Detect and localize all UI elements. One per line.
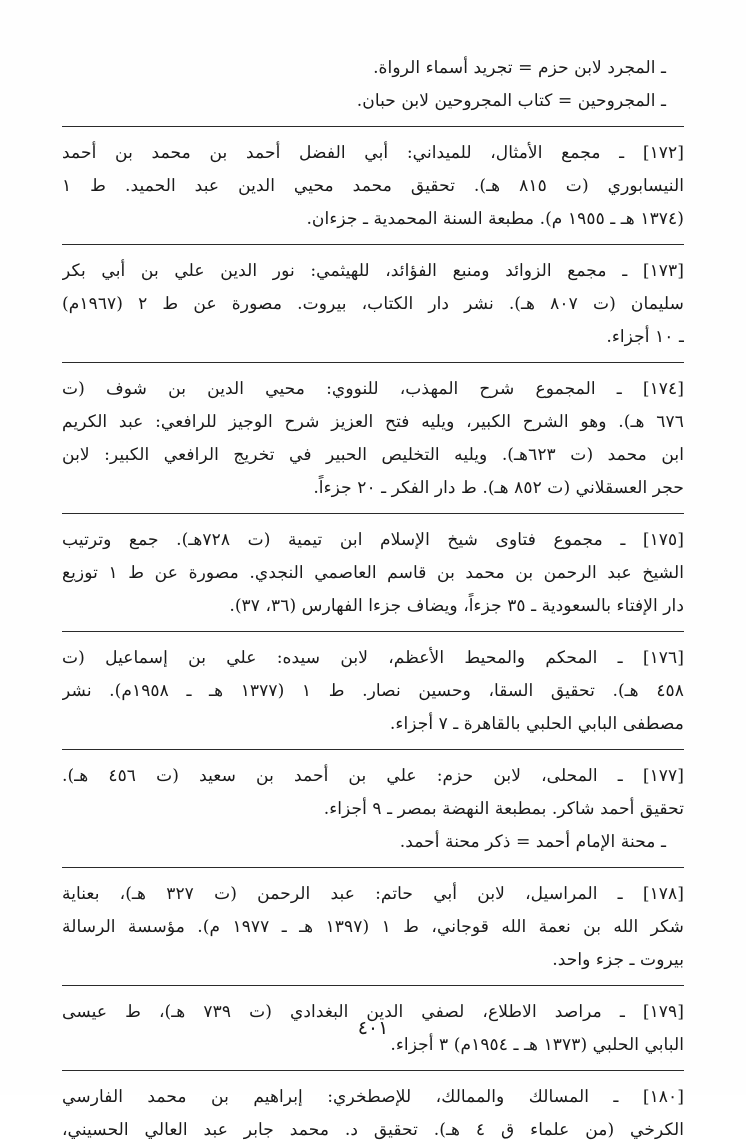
entry-line: [١٧٤] ـ المجموع شرح المهذب، للنووي: محيي الدين بن شوف (ت (62, 379, 684, 399)
entry-line: [١٧٦] ـ المحكم والمحيط الأعظم، لابن سيده: علي بن إسماعيل (ت (62, 648, 684, 668)
entry-line: الشيخ عبد الرحمن بن محمد بن قاسم العاصمي النجدي. مصورة عن ط ١ توزيع (62, 563, 684, 583)
bibliography-entry-174 (62, 373, 684, 505)
entry-line: [١٧٣] ـ مجمع الزوائد ومنبع الفؤائد، للهيثمي: نور الدين علي بن أبي بكر (62, 261, 684, 281)
entry-line: مصطفى البابي الحلبي بالقاهرة ـ ٧ أجزاء. (389, 714, 684, 734)
entry-line: ـ ١٠ أجزاء. (606, 327, 684, 347)
page-number: ٤٠١ (357, 1017, 389, 1039)
entry-divider (62, 631, 684, 632)
entry-line: [١٧٢] ـ مجمع الأمثال، للميداني: أبي الفضل أحمد بن محمد بن أحمد (62, 143, 684, 163)
entry-line: دار الإفتاء بالسعودية ـ ٣٥ جزءاً، ويضاف جزءا الفهارس (٣٦، ٣٧). (229, 596, 684, 616)
entry-divider (62, 126, 684, 127)
entry-line: ابن محمد (ت ٦٢٣هـ). ويليه التخليص الحبير في تخريج الرافعي الكبير: لابن (62, 445, 684, 465)
entry-line: تحقيق أحمد شاكر. بمطبعة النهضة بمصر ـ ٩ أجزاء. (323, 799, 684, 819)
entry-line: سليمان (ت ٨٠٧ هـ). نشر دار الكتاب، بيروت. مصورة عن ط ٢ (١٩٦٧م) (62, 294, 684, 314)
entry-divider (62, 985, 684, 986)
bibliography-entry-178 (62, 878, 684, 977)
cross-reference-line: ـ المجروحين = كتاب المجروحين لابن حبان. (356, 91, 666, 111)
entry-line: البابي الحلبي (١٣٧٣ هـ ـ ١٩٥٤م) ٣ أجزاء. (390, 1035, 684, 1055)
cross-reference-line: ـ محنة الإمام أحمد = ذكر محنة أحمد. (399, 832, 666, 852)
entry-divider (62, 244, 684, 245)
cross-reference-line: ـ المجرد لابن حزم = تجريد أسماء الرواة. (373, 58, 666, 78)
bibliography-entry-173 (62, 255, 684, 354)
bibliography-entry-175 (62, 524, 684, 623)
entry-line: [١٧٧] ـ المحلى، لابن حزم: علي بن أحمد بن سعيد (ت ٤٥٦ هـ). (62, 766, 684, 786)
page-body (62, 52, 684, 1147)
entry-divider (62, 749, 684, 750)
bibliography-entry-176 (62, 642, 684, 741)
bibliography-entry-180 (62, 1081, 684, 1147)
entry-line: بيروت ـ جزء واحد. (552, 950, 684, 970)
entry-line: [١٧٥] ـ مجموع فتاوى شيخ الإسلام ابن تيمية (ت ٧٢٨هـ). جمع وترتيب (62, 530, 684, 550)
entry-divider (62, 362, 684, 363)
bibliography-entry-172 (62, 137, 684, 236)
entry-divider (62, 1070, 684, 1071)
entry-line: [١٧٨] ـ المراسيل، لابن أبي حاتم: عبد الرحمن (ت ٣٢٧ هـ)، بعناية (62, 884, 684, 904)
entry-divider (62, 513, 684, 514)
intro-notes (62, 52, 684, 118)
entry-line: ٦٧٦ هـ). وهو الشرح الكبير، ويليه فتح العزيز شرح الوجيز للرافعي: عبد الكريم (62, 412, 684, 432)
entry-line: الكرخي (من علماء ق ٤ هـ). تحقيق د. محمد جابر عبد العالي الحسيني، (62, 1120, 684, 1140)
entry-line: (١٣٧٤ هـ ـ ١٩٥٥ م). مطبعة السنة المحمدية ـ جزءان. (306, 209, 684, 229)
entry-line: ٤٥٨ هـ). تحقيق السقا، وحسين نصار. ط ١ (١٣٧٧ هـ ـ ١٩٥٨م). نشر (62, 681, 684, 701)
entry-line: [١٧٩] ـ مراصد الاطلاع، لصفي الدين البغدادي (ت ٧٣٩ هـ)، ط عيسى (62, 1002, 684, 1022)
entry-line: النيسابوري (ت ٨١٥ هـ). تحقيق محمد محيي الدين عبد الحميد. ط ١ (62, 176, 684, 196)
entry-divider (62, 867, 684, 868)
entry-line: حجر العسقلاني (ت ٨٥٢ هـ). ط دار الفكر ـ ٢٠ جزءاً. (313, 478, 684, 498)
entry-line: شكر الله بن نعمة الله قوجاني، ط ١ (١٣٩٧ هـ ـ ١٩٧٧ م). مؤسسة الرسالة (62, 917, 684, 937)
bibliography-entry-177 (62, 760, 684, 859)
entry-line: [١٨٠] ـ المسالك والممالك، للإصطخري: إبراهيم بن محمد الفارسي (62, 1087, 684, 1107)
